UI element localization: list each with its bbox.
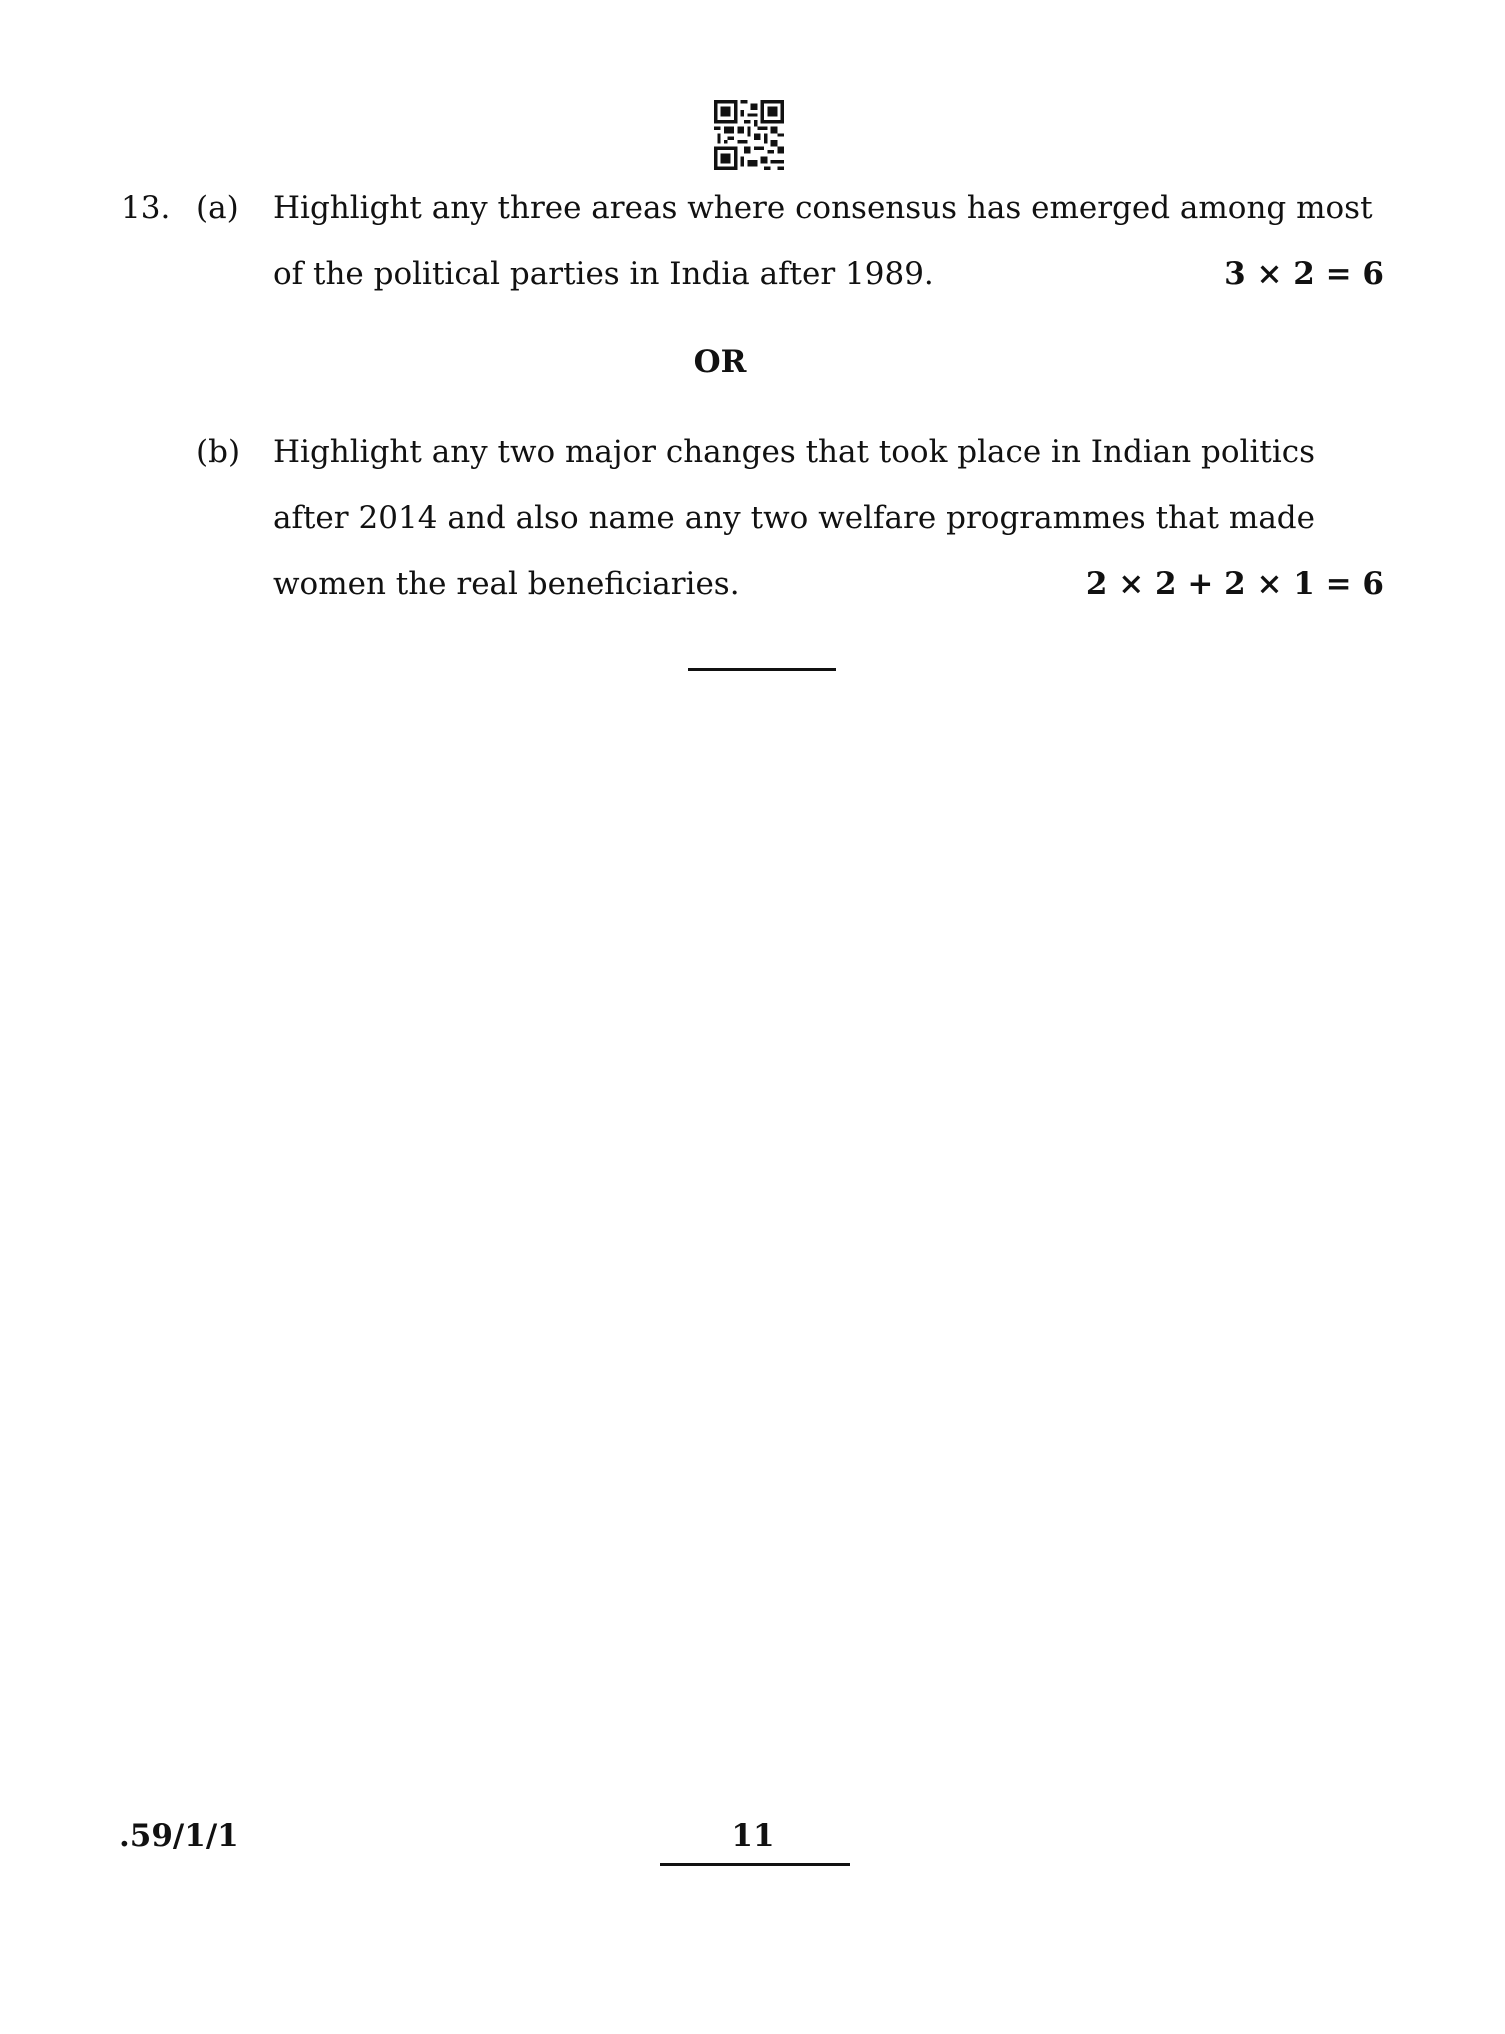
qr-code-icon [714,100,784,170]
paper-code: .59/1/1 [119,1818,239,1854]
question-number: 13. [121,190,171,226]
page-number-underline [660,1863,850,1866]
part-b-line-2: after 2014 and also name any two welfare programmes that made [273,500,1315,536]
page-number: 11 [731,1818,775,1854]
part-a-label: (a) [196,190,239,226]
end-of-question-rule [688,668,836,671]
or-separator: OR [693,344,747,380]
part-b-marks: 2 × 2 + 2 × 1 = 6 [1085,566,1384,602]
part-b-line-1: Highlight any two major changes that took place in Indian politics [273,434,1316,470]
part-a-line-2: of the political parties in India after 1989. [273,256,934,292]
part-b-label: (b) [196,434,241,470]
part-b-line-3: women the real beneficiaries. [273,566,740,602]
part-a-marks: 3 × 2 = 6 [1224,256,1384,292]
part-a-line-1: Highlight any three areas where consensus has emerged among most [273,190,1373,226]
